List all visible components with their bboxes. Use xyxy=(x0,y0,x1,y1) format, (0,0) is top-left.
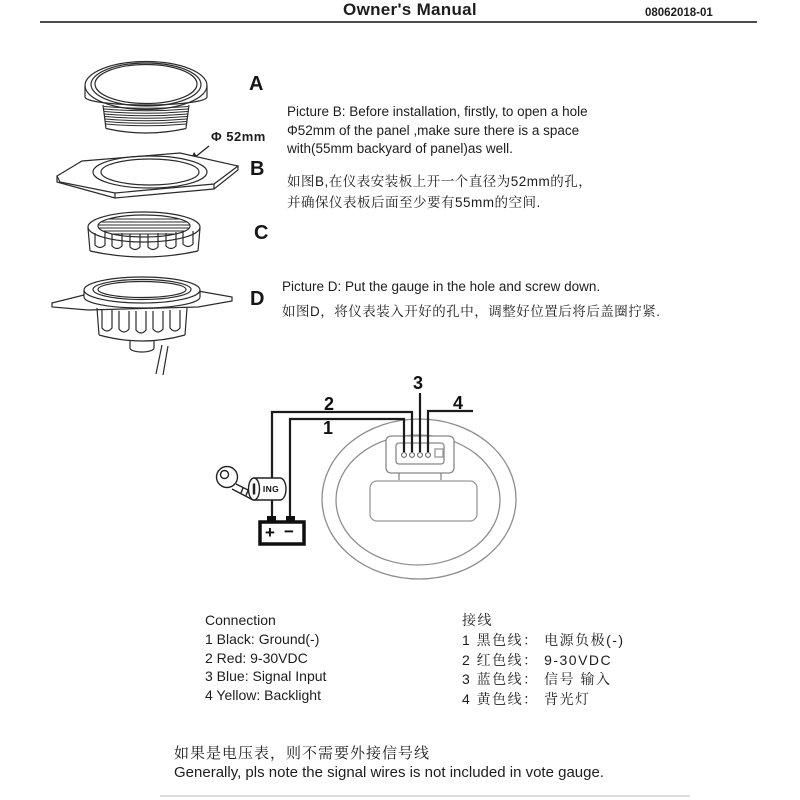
connection-title-en: Connection xyxy=(205,612,276,628)
wire-label-3: 3 xyxy=(413,373,424,393)
panel-diagram xyxy=(57,153,238,198)
gauge-body-diagram xyxy=(85,62,207,134)
picture-b-en-line3: with(55mm backyard of panel)as well. xyxy=(287,141,513,156)
footer-note-en: Generally, pls note the signal wires is not included in vote gauge. xyxy=(174,764,604,781)
battery-plus-sign: + xyxy=(265,523,275,542)
wire-label-1: 1 xyxy=(323,418,334,438)
connection-en-item-2: 2 Red: 9-30VDC xyxy=(205,649,308,666)
lock-ring-diagram xyxy=(88,212,200,257)
connection-title-zh: 接线 xyxy=(462,612,493,628)
page-bottom-rule xyxy=(160,795,690,797)
picture-d-en: Picture D: Put the gauge in the hole and screw down. xyxy=(282,279,601,294)
part-label-b: B xyxy=(250,158,265,180)
ignition-label: ING xyxy=(262,484,280,494)
connection-zh-item-3: 3 蓝色线： 信号 输入 xyxy=(462,671,612,688)
part-label-a: A xyxy=(249,73,264,95)
page-title: Owner's Manual xyxy=(343,0,477,19)
connection-zh-item-2: 2 红色线： 9-30VDC xyxy=(462,651,613,668)
footer-note-zh: 如果是电压表，则不需要外接信号线 xyxy=(174,745,431,762)
connection-en-item-3: 3 Blue: Signal Input xyxy=(205,668,327,685)
picture-b-en-line1: Picture B: Before installation, firstly, to open a hole xyxy=(287,104,588,119)
wire-label-2: 2 xyxy=(324,394,335,414)
connection-en-item-4: 4 Yellow: Backlight xyxy=(205,687,321,704)
document-number: 08062018-01 xyxy=(645,7,713,19)
connection-legend-zh xyxy=(462,611,625,710)
assembled-gauge-diagram xyxy=(52,277,232,375)
connection-legend-en xyxy=(205,611,326,705)
picture-b-zh-line2: 并确保仪表板后面至少要有55mm的空间. xyxy=(287,194,541,210)
picture-b-en-line2: Φ52mm of the panel ,make sure there is a space xyxy=(287,122,580,138)
hole-dimension-label: Φ 52mm xyxy=(211,129,266,144)
picture-d-zh: 如图D，将仪表装入开好的孔中，调整好位置后将后盖圈拧紧. xyxy=(282,304,661,319)
battery-minus-sign: − xyxy=(284,522,294,541)
connection-en-item-1: 1 Black: Ground(-) xyxy=(205,630,320,647)
picture-b-zh-line1: 如图B,在仪表安装板上开一个直径为52mm的孔， xyxy=(287,173,593,189)
connection-zh-item-1: 1 黑色线： 电源负极(-) xyxy=(462,631,625,648)
part-label-d: D xyxy=(250,288,265,310)
picture-d-instructions xyxy=(282,277,661,321)
picture-b-instructions xyxy=(287,103,592,213)
wire-label-4: 4 xyxy=(453,393,464,413)
header-rule xyxy=(40,21,757,23)
connection-zh-item-4: 4 黄色线： 背光灯 xyxy=(462,691,591,708)
part-label-c: C xyxy=(254,222,269,244)
